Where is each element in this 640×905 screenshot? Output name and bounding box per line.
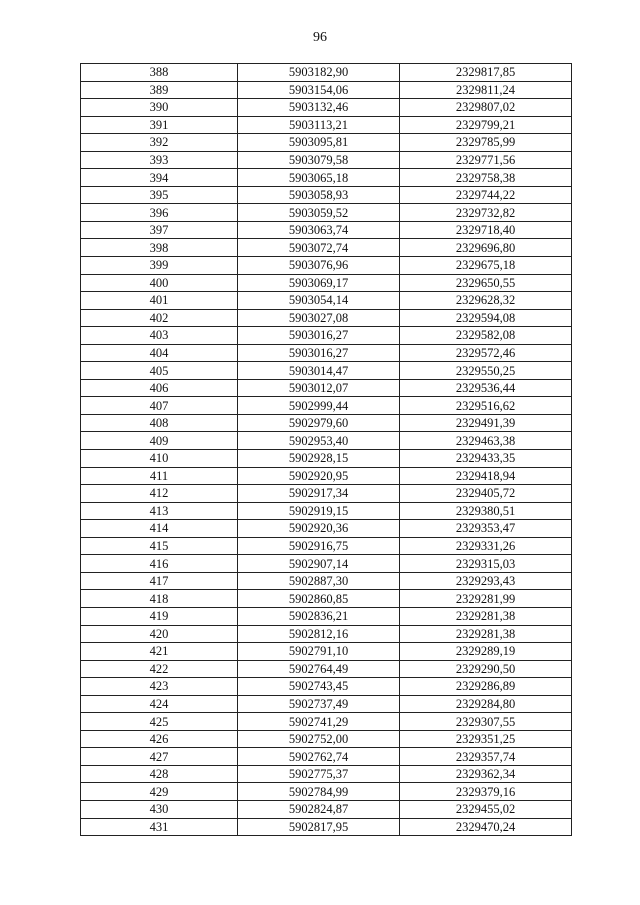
y-coordinate-cell: 2329380,51 [400, 502, 572, 520]
point-number-cell: 389 [81, 81, 238, 99]
point-number-cell: 401 [81, 292, 238, 310]
y-coordinate-cell: 2329799,21 [400, 116, 572, 134]
y-coordinate-cell: 2329771,56 [400, 151, 572, 169]
y-coordinate-cell: 2329696,80 [400, 239, 572, 257]
table-row [81, 432, 572, 450]
table-row [81, 239, 572, 257]
table-row [81, 625, 572, 643]
table-row [81, 309, 572, 327]
x-coordinate-cell: 5903072,74 [238, 239, 400, 257]
y-coordinate-cell: 2329572,46 [400, 344, 572, 362]
y-coordinate-cell: 2329353,47 [400, 520, 572, 538]
table-row [81, 81, 572, 99]
table-row [81, 537, 572, 555]
table-row [81, 257, 572, 275]
table-row [81, 748, 572, 766]
table-row [81, 64, 572, 82]
x-coordinate-cell: 5902817,95 [238, 818, 400, 836]
point-number-cell: 423 [81, 678, 238, 696]
point-number-cell: 408 [81, 414, 238, 432]
point-number-cell: 393 [81, 151, 238, 169]
table-row [81, 362, 572, 380]
table-row [81, 695, 572, 713]
y-coordinate-cell: 2329286,89 [400, 678, 572, 696]
table-row [81, 590, 572, 608]
point-number-cell: 399 [81, 257, 238, 275]
x-coordinate-cell: 5902752,00 [238, 730, 400, 748]
y-coordinate-cell: 2329362,34 [400, 765, 572, 783]
x-coordinate-cell: 5902836,21 [238, 607, 400, 625]
y-coordinate-cell: 2329550,25 [400, 362, 572, 380]
point-number-cell: 411 [81, 467, 238, 485]
point-number-cell: 413 [81, 502, 238, 520]
x-coordinate-cell: 5902812,16 [238, 625, 400, 643]
x-coordinate-cell: 5902743,45 [238, 678, 400, 696]
y-coordinate-cell: 2329351,25 [400, 730, 572, 748]
point-number-cell: 403 [81, 327, 238, 345]
y-coordinate-cell: 2329718,40 [400, 221, 572, 239]
x-coordinate-cell: 5902764,49 [238, 660, 400, 678]
x-coordinate-cell: 5902775,37 [238, 765, 400, 783]
y-coordinate-cell: 2329758,38 [400, 169, 572, 187]
x-coordinate-cell: 5902887,30 [238, 572, 400, 590]
point-number-cell: 398 [81, 239, 238, 257]
point-number-cell: 397 [81, 221, 238, 239]
x-coordinate-cell: 5903058,93 [238, 186, 400, 204]
x-coordinate-cell: 5902928,15 [238, 450, 400, 468]
y-coordinate-cell: 2329807,02 [400, 99, 572, 117]
y-coordinate-cell: 2329331,26 [400, 537, 572, 555]
x-coordinate-cell: 5903014,47 [238, 362, 400, 380]
x-coordinate-cell: 5903016,27 [238, 344, 400, 362]
x-coordinate-cell: 5903132,46 [238, 99, 400, 117]
point-number-cell: 392 [81, 134, 238, 152]
y-coordinate-cell: 2329284,80 [400, 695, 572, 713]
table-row [81, 607, 572, 625]
point-number-cell: 427 [81, 748, 238, 766]
y-coordinate-cell: 2329516,62 [400, 397, 572, 415]
coordinates-table [80, 63, 572, 836]
x-coordinate-cell: 5903054,14 [238, 292, 400, 310]
y-coordinate-cell: 2329357,74 [400, 748, 572, 766]
table-row [81, 134, 572, 152]
table-row [81, 116, 572, 134]
y-coordinate-cell: 2329536,44 [400, 379, 572, 397]
table-row [81, 520, 572, 538]
table-row [81, 800, 572, 818]
y-coordinate-cell: 2329582,08 [400, 327, 572, 345]
table-row [81, 818, 572, 836]
y-coordinate-cell: 2329594,08 [400, 309, 572, 327]
x-coordinate-cell: 5902860,85 [238, 590, 400, 608]
table-row [81, 379, 572, 397]
table-row [81, 713, 572, 731]
x-coordinate-cell: 5903095,81 [238, 134, 400, 152]
x-coordinate-cell: 5903113,21 [238, 116, 400, 134]
table-row [81, 414, 572, 432]
x-coordinate-cell: 5903154,06 [238, 81, 400, 99]
x-coordinate-cell: 5902919,15 [238, 502, 400, 520]
x-coordinate-cell: 5903027,08 [238, 309, 400, 327]
y-coordinate-cell: 2329315,03 [400, 555, 572, 573]
table-row [81, 151, 572, 169]
table-row [81, 730, 572, 748]
y-coordinate-cell: 2329281,38 [400, 607, 572, 625]
x-coordinate-cell: 5903065,18 [238, 169, 400, 187]
table-row [81, 783, 572, 801]
y-coordinate-cell: 2329744,22 [400, 186, 572, 204]
point-number-cell: 400 [81, 274, 238, 292]
point-number-cell: 396 [81, 204, 238, 222]
point-number-cell: 415 [81, 537, 238, 555]
y-coordinate-cell: 2329491,39 [400, 414, 572, 432]
table-row [81, 221, 572, 239]
x-coordinate-cell: 5902824,87 [238, 800, 400, 818]
x-coordinate-cell: 5903076,96 [238, 257, 400, 275]
x-coordinate-cell: 5902920,95 [238, 467, 400, 485]
y-coordinate-cell: 2329281,38 [400, 625, 572, 643]
table-row [81, 678, 572, 696]
x-coordinate-cell: 5902762,74 [238, 748, 400, 766]
table-row [81, 169, 572, 187]
point-number-cell: 424 [81, 695, 238, 713]
point-number-cell: 430 [81, 800, 238, 818]
point-number-cell: 405 [81, 362, 238, 380]
y-coordinate-cell: 2329405,72 [400, 485, 572, 503]
y-coordinate-cell: 2329463,38 [400, 432, 572, 450]
table-row [81, 327, 572, 345]
y-coordinate-cell: 2329675,18 [400, 257, 572, 275]
point-number-cell: 418 [81, 590, 238, 608]
point-number-cell: 416 [81, 555, 238, 573]
table-row [81, 292, 572, 310]
x-coordinate-cell: 5902916,75 [238, 537, 400, 555]
y-coordinate-cell: 2329811,24 [400, 81, 572, 99]
x-coordinate-cell: 5903182,90 [238, 64, 400, 82]
page-number: 96 [313, 30, 327, 45]
point-number-cell: 422 [81, 660, 238, 678]
x-coordinate-cell: 5902979,60 [238, 414, 400, 432]
point-number-cell: 388 [81, 64, 238, 82]
y-coordinate-cell: 2329732,82 [400, 204, 572, 222]
y-coordinate-cell: 2329307,55 [400, 713, 572, 731]
x-coordinate-cell: 5902920,36 [238, 520, 400, 538]
x-coordinate-cell: 5903016,27 [238, 327, 400, 345]
point-number-cell: 425 [81, 713, 238, 731]
x-coordinate-cell: 5903069,17 [238, 274, 400, 292]
point-number-cell: 390 [81, 99, 238, 117]
x-coordinate-cell: 5902784,99 [238, 783, 400, 801]
point-number-cell: 426 [81, 730, 238, 748]
y-coordinate-cell: 2329455,02 [400, 800, 572, 818]
point-number-cell: 394 [81, 169, 238, 187]
table-row [81, 397, 572, 415]
table-row [81, 467, 572, 485]
table-row [81, 765, 572, 783]
y-coordinate-cell: 2329433,35 [400, 450, 572, 468]
x-coordinate-cell: 5902741,29 [238, 713, 400, 731]
x-coordinate-cell: 5902999,44 [238, 397, 400, 415]
point-number-cell: 410 [81, 450, 238, 468]
point-number-cell: 409 [81, 432, 238, 450]
table-row [81, 344, 572, 362]
y-coordinate-cell: 2329628,32 [400, 292, 572, 310]
table-row [81, 485, 572, 503]
y-coordinate-cell: 2329650,55 [400, 274, 572, 292]
table-row [81, 660, 572, 678]
point-number-cell: 431 [81, 818, 238, 836]
table-row [81, 450, 572, 468]
x-coordinate-cell: 5903063,74 [238, 221, 400, 239]
point-number-cell: 391 [81, 116, 238, 134]
x-coordinate-cell: 5903059,52 [238, 204, 400, 222]
x-coordinate-cell: 5903012,07 [238, 379, 400, 397]
point-number-cell: 412 [81, 485, 238, 503]
point-number-cell: 414 [81, 520, 238, 538]
x-coordinate-cell: 5902737,49 [238, 695, 400, 713]
table-row [81, 186, 572, 204]
point-number-cell: 402 [81, 309, 238, 327]
y-coordinate-cell: 2329289,19 [400, 643, 572, 661]
table-row [81, 274, 572, 292]
point-number-cell: 429 [81, 783, 238, 801]
table-row [81, 555, 572, 573]
point-number-cell: 417 [81, 572, 238, 590]
table-row [81, 502, 572, 520]
y-coordinate-cell: 2329281,99 [400, 590, 572, 608]
x-coordinate-cell: 5902907,14 [238, 555, 400, 573]
y-coordinate-cell: 2329293,43 [400, 572, 572, 590]
y-coordinate-cell: 2329817,85 [400, 64, 572, 82]
x-coordinate-cell: 5902791,10 [238, 643, 400, 661]
point-number-cell: 420 [81, 625, 238, 643]
point-number-cell: 419 [81, 607, 238, 625]
point-number-cell: 406 [81, 379, 238, 397]
coordinates-table-body [81, 64, 572, 836]
point-number-cell: 421 [81, 643, 238, 661]
point-number-cell: 407 [81, 397, 238, 415]
x-coordinate-cell: 5903079,58 [238, 151, 400, 169]
y-coordinate-cell: 2329785,99 [400, 134, 572, 152]
y-coordinate-cell: 2329290,50 [400, 660, 572, 678]
point-number-cell: 395 [81, 186, 238, 204]
table-row [81, 643, 572, 661]
x-coordinate-cell: 5902917,34 [238, 485, 400, 503]
y-coordinate-cell: 2329379,16 [400, 783, 572, 801]
x-coordinate-cell: 5902953,40 [238, 432, 400, 450]
point-number-cell: 428 [81, 765, 238, 783]
y-coordinate-cell: 2329470,24 [400, 818, 572, 836]
table-row [81, 204, 572, 222]
table-row [81, 572, 572, 590]
point-number-cell: 404 [81, 344, 238, 362]
y-coordinate-cell: 2329418,94 [400, 467, 572, 485]
table-row [81, 99, 572, 117]
